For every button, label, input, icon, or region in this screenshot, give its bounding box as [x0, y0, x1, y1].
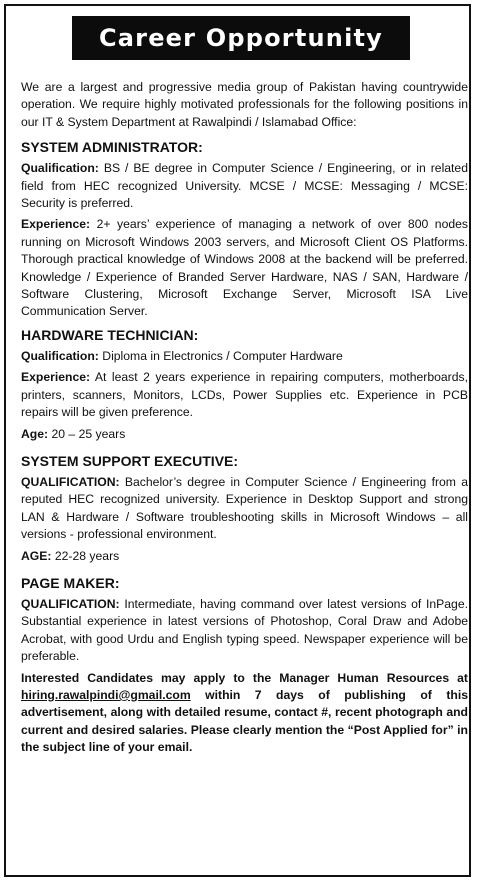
ad-body	[21, 79, 468, 761]
sysadmin-experience	[21, 216, 468, 320]
sysadmin-qualification	[21, 160, 468, 212]
advertisement-frame	[4, 4, 471, 877]
qualification-text: BS / BE degree in Computer Science / Engineering, or in related field from HEC recognized University. MCSE / MCSE: Messaging / MCSE: Security is preferred.	[21, 161, 468, 211]
hardware-qualification	[21, 348, 468, 365]
support-age	[21, 548, 468, 565]
qualification-text: Intermediate, having command over latest versions of InPage. Substantial experience in latest versions of Photoshop, Coral Draw and Adobe Acrobat, with good Urdu and English typing speed. Newspaper experience will be preferable.	[21, 596, 468, 664]
qualification-text: Diploma in Electronics / Computer Hardware	[102, 348, 343, 363]
age-label: Age:	[21, 426, 49, 441]
application-instructions	[21, 670, 468, 757]
closing-text-after-email: within 7 days of publishing of this advertisement, along with detailed resume, contact #, recent photograph and current and desired salaries. Please clearly mention the “Post Applied for” in the subject line of your email.	[21, 687, 468, 755]
email-link[interactable]: hiring.rawalpindi@gmail.com	[21, 687, 191, 702]
support-qualification	[21, 474, 468, 544]
hardware-experience	[21, 369, 468, 421]
qualification-label: Qualification:	[21, 348, 99, 363]
position-heading-system-support-executive: SYSTEM SUPPORT EXECUTIVE:	[21, 452, 239, 469]
position-heading-hardware-technician: HARDWARE TECHNICIAN:	[21, 326, 199, 343]
experience-text: At least 2 years experience in repairing computers, motherboards, printers, scanners, Monitors, LCDs, Power Supplies etc. Experience in PCB repairs will be given preference.	[21, 370, 468, 420]
qualification-label: QUALIFICATION:	[21, 596, 120, 611]
position-heading-system-administrator: SYSTEM ADMINISTRATOR:	[21, 139, 203, 156]
hardware-age	[21, 426, 468, 443]
qualification-label: QUALIFICATION:	[21, 474, 120, 489]
closing-text-before-email: Interested Candidates may apply to the Manager Human Resources at	[21, 670, 468, 685]
experience-label: Experience:	[21, 370, 91, 385]
age-text: 20 – 25 years	[51, 426, 126, 441]
intro-paragraph: We are a largest and progressive media group of Pakistan having countrywide operation. We require highly motivated professionals for the following positions in our IT & System Department at Rawalpindi / Islamabad Office:	[21, 80, 468, 129]
position-heading-page-maker: PAGE MAKER:	[21, 574, 120, 591]
page-title: Career Opportunity	[72, 16, 410, 60]
qualification-label: Qualification:	[21, 161, 99, 176]
age-label: AGE:	[21, 548, 52, 563]
experience-label: Experience:	[21, 217, 91, 232]
experience-text: 2+ years’ experience of managing a network of over 800 nodes running on Microsoft Windows 2003 servers, and Microsoft Client OS Platforms. Thorough practical knowledge of Windows 2008 at the backend will be preferred. Knowledge / Experience of Branded Server Hardware, NAS / SAN, Hardware / Software Clustering, Microsoft Exchange Server, Microsoft ISA Live Communication Server.	[21, 217, 468, 319]
qualification-text: Bachelor’s degree in Computer Science / Engineering from a reputed HEC recognized university. Experience in Desktop Support and strong LAN & Hardware / Software troubleshooting skills in Microsoft Windows – all versions - professional environment.	[21, 474, 468, 542]
pagemaker-qualification	[21, 596, 468, 666]
age-text: 22-28 years	[54, 548, 120, 563]
